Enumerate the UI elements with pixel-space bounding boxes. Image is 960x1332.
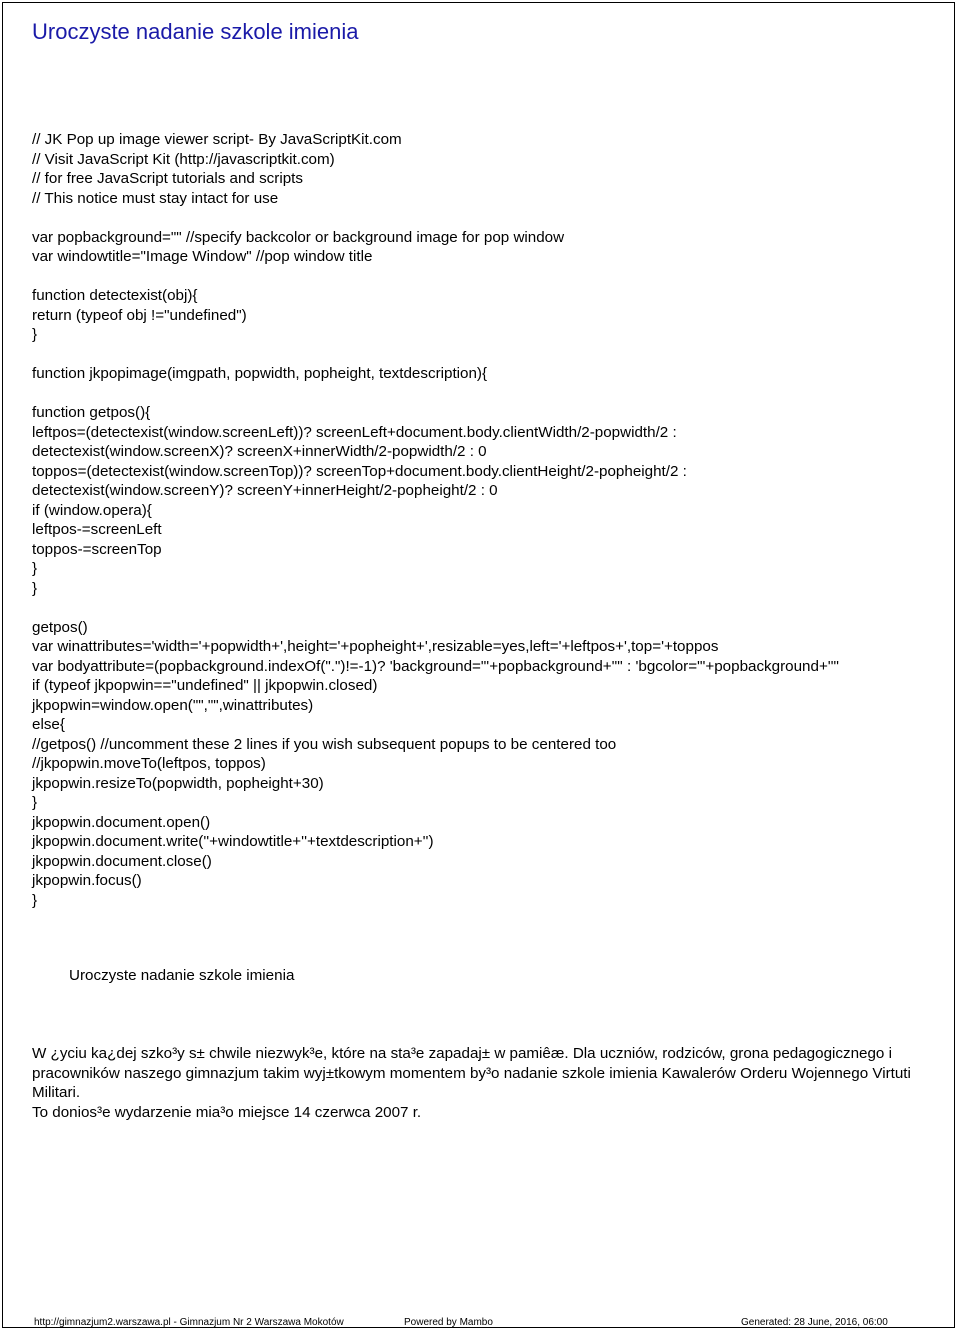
code-line: var popbackground="" //specify backcolor or background image for pop window (32, 228, 565, 246)
code-line: //jkpopwin.moveTo(leftpos, toppos) (32, 755, 266, 772)
code-line: jkpopwin=window.open("","",winattributes) (32, 696, 314, 714)
code-line: leftpos=(detectexist(window.screenLeft))? screenLeft+document.body.clientWidth/2-popwidth/2 : (32, 423, 677, 441)
code-line: toppos=(detectexist(window.screenTop))? screenTop+document.body.clientHeight/2-popheight/2 : (32, 462, 687, 480)
code-line: // This notice must stay intact for use (32, 189, 279, 207)
article-paragraph-1: W ¿yciu ka¿dej szko³y s± chwile niezwyk³e, które na sta³e zapadaj± w pamiêæ. Dla uczniów, rodziców, grona pedagogicznego i pracowników naszego gimnazjum takim wyj±tkowym momentem by³o nadanie szkole imienia Kawalerów Orderu Wojennego Virtuti Militari. (32, 1045, 911, 1101)
code-line: } (32, 891, 38, 909)
code-line: if (typeof jkpopwin=="undefined" || jkpopwin.closed) (32, 677, 378, 694)
code-line: jkpopwin.resizeTo(popwidth, popheight+30) (32, 774, 324, 792)
code-line: jkpopwin.document.open() (32, 813, 211, 831)
article-heading: Uroczyste nadanie szkole imienia (69, 967, 295, 984)
article-body (32, 1044, 952, 1122)
footer-powered-by: Powered by Mambo (404, 1317, 493, 1328)
article-paragraph-2: To donios³e wydarzenie mia³o miejsce 14 czerwca 2007 r. (32, 1103, 422, 1121)
code-line: if (window.opera){ (32, 501, 152, 519)
code-line: detectexist(window.screenY)? screenY+innerHeight/2-popheight/2 : 0 (32, 482, 498, 499)
code-line: // JK Pop up image viewer script- By JavaScriptKit.com (32, 131, 402, 148)
footer-generated-date: Generated: 28 June, 2016, 06:00 (741, 1317, 888, 1328)
code-line: var bodyattribute=(popbackground.indexOf(".")!=-1)? 'background="'+popbackground+'"' : 'bgcolor="'+popbackground+'"' (32, 657, 839, 675)
script-code-block (32, 130, 932, 910)
code-line: else{ (32, 716, 65, 733)
code-line: function getpos(){ (32, 404, 151, 421)
code-line: jkpopwin.document.write(''+windowtitle+''+textdescription+'') (32, 833, 434, 850)
code-line: } (32, 579, 38, 597)
code-line: var winattributes='width='+popwidth+',height='+popheight+',resizable=yes,left='+leftpos+',top='+toppos (32, 638, 719, 655)
code-line: } (32, 794, 38, 811)
code-line: // Visit JavaScript Kit (http://javascriptkit.com) (32, 150, 335, 168)
code-line: getpos() (32, 618, 88, 636)
code-line: leftpos-=screenLeft (32, 521, 162, 538)
code-line (32, 208, 932, 228)
code-line: function detectexist(obj){ (32, 287, 198, 304)
code-line: } (32, 326, 38, 343)
page-title: Uroczyste nadanie szkole imienia (32, 19, 359, 44)
code-line: } (32, 560, 38, 577)
code-line: function jkpopimage(imgpath, popwidth, popheight, textdescription){ (32, 365, 488, 382)
code-line: detectexist(window.screenX)? screenX+innerWidth/2-popwidth/2 : 0 (32, 443, 487, 460)
code-line: //getpos() //uncomment these 2 lines if you wish subsequent popups to be centered too (32, 735, 617, 753)
code-line (32, 598, 932, 618)
code-line (32, 384, 932, 404)
footer-site-link[interactable]: http://gimnazjum2.warszawa.pl - Gimnazjum Nr 2 Warszawa Mokotów (34, 1317, 344, 1328)
code-line (32, 267, 932, 287)
code-line: toppos-=screenTop (32, 540, 162, 558)
code-line: return (typeof obj !="undefined") (32, 306, 247, 324)
code-line: jkpopwin.focus() (32, 872, 142, 889)
code-line: // for free JavaScript tutorials and scripts (32, 170, 303, 187)
code-line (32, 345, 932, 365)
code-line: var windowtitle="Image Window" //pop window title (32, 248, 373, 265)
code-line: jkpopwin.document.close() (32, 852, 212, 870)
